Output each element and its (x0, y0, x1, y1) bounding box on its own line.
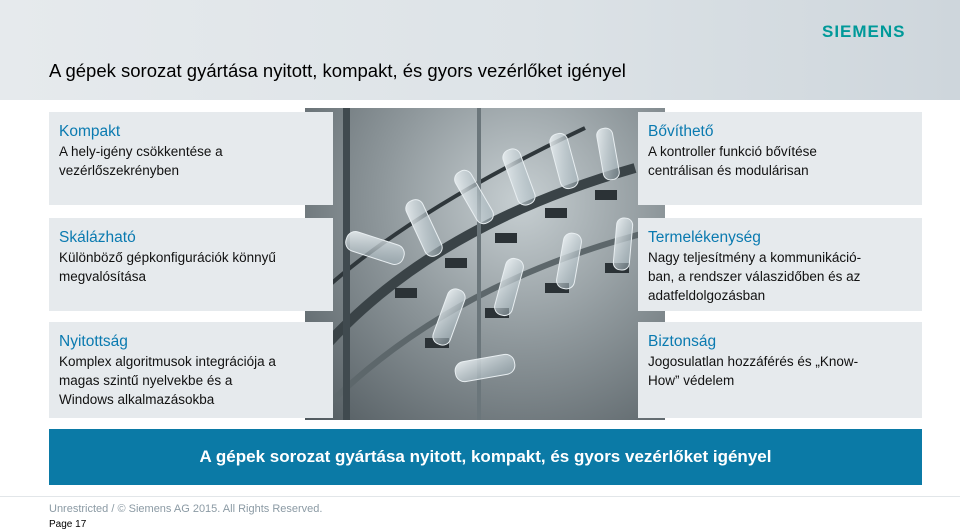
feature-box-nyitottsag (49, 322, 333, 418)
summary-banner (49, 429, 922, 485)
page-number: Page 17 (49, 519, 87, 530)
feature-line: Windows alkalmazásokba (59, 392, 215, 407)
feature-title: Bővíthető (648, 123, 714, 140)
feature-title: Nyitottság (59, 333, 128, 350)
feature-text (59, 352, 323, 409)
feature-box-kompakt (49, 112, 333, 205)
feature-text (648, 248, 912, 305)
feature-line: centrálisan és modulárisan (648, 163, 809, 178)
feature-line: megvalósítása (59, 269, 147, 284)
feature-line: Jogosulatlan hozzáférés és „Know- (648, 354, 859, 369)
feature-line: A kontroller funkció bővítése (648, 144, 817, 159)
feature-box-skalazhato (49, 218, 333, 311)
page-title: A gépek sorozat gyártása nyitott, kompakt, és gyors vezérlőket igényel (49, 60, 626, 81)
feature-line: How” védelem (648, 373, 735, 388)
bottle-machine-illustration (305, 108, 665, 420)
header-background (0, 0, 960, 100)
feature-line: adatfeldolgozásban (648, 288, 766, 303)
siemens-logo: SIEMENS (822, 22, 906, 41)
feature-text (59, 142, 323, 180)
feature-title: Biztonság (648, 333, 717, 350)
feature-line: vezérlőszekrényben (59, 163, 180, 178)
feature-box-bovitheto (638, 112, 922, 205)
feature-box-biztonsag (638, 322, 922, 418)
feature-line: magas szintű nyelvekbe és a (59, 373, 233, 388)
footer-divider (0, 496, 960, 497)
footer-copyright: Unrestricted / © Siemens AG 2015. All Rights Reserved. (49, 503, 323, 515)
feature-text (59, 248, 323, 286)
feature-line: Komplex algoritmusok integrációja a (59, 354, 276, 369)
feature-line: A hely-igény csökkentése a (59, 144, 223, 159)
feature-title: Kompakt (59, 123, 121, 140)
feature-box-termelekenyseg (638, 218, 922, 311)
feature-title: Skálázható (59, 229, 136, 246)
bottle-machine-photo (305, 108, 665, 420)
feature-line: Különböző gépkonfigurációk könnyű (59, 250, 276, 265)
feature-text (648, 142, 912, 180)
feature-line: Nagy teljesítmény a kommunikáció- (648, 250, 862, 265)
feature-title: Termelékenység (648, 229, 761, 246)
banner-text: A gépek sorozat gyártása nyitott, kompakt, és gyors vezérlőket igényel (199, 447, 772, 466)
feature-text (648, 352, 912, 390)
feature-line: ban, a rendszer válaszidőben és az (648, 269, 861, 284)
